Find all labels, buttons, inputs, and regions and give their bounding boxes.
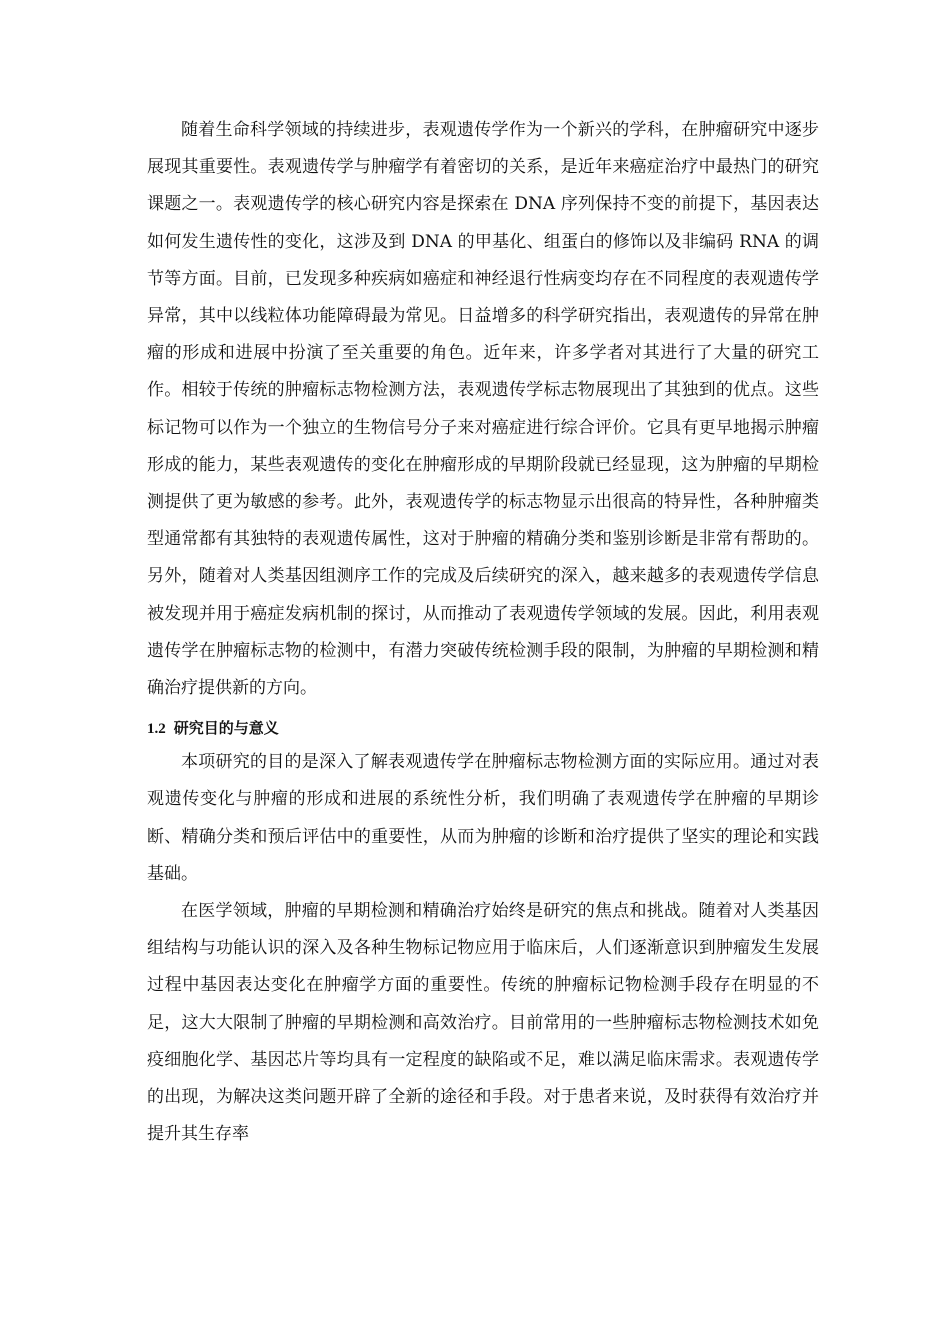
section-heading <box>147 711 819 747</box>
document-body <box>147 112 819 1153</box>
intro-paragraph: 随着生命科学领域的持续进步，表观遗传学作为一个新兴的学科，在肿瘤研究中逐步展现其重要性。表观遗传学与肿瘤学有着密切的关系，是近年来癌症治疗中最热门的研究课题之一。表观遗传学的核心研究内容是探索在 DNA 序列保持不变的前提下，基因表达如何发生遗传性的变化，这涉及到 DNA 的甲基化、组蛋白的修饰以及非编码 RNA 的调节等方面。目前，已发现多种疾病如癌症和神经退行性病变均存在不同程度的表观遗传学异常，其中以线粒体功能障碍最为常见。日益增多的科学研究指出，表观遗传的异常在肿瘤的形成和进展中扮演了至关重要的角色。近年来，许多学者对其进行了大量的研究工作。相较于传统的肿瘤标志物检测方法，表观遗传学标志物展现出了其独到的优点。这些标记物可以作为一个独立的生物信号分子来对癌症进行综合评价。它具有更早地揭示肿瘤形成的能力，某些表观遗传的变化在肿瘤形成的早期阶段就已经显现，这为肿瘤的早期检测提供了更为敏感的参考。此外，表观遗传学的标志物显示出很高的特异性，各种肿瘤类型通常都有其独特的表观遗传属性，这对于肿瘤的精确分类和鉴别诊断是非常有帮助的。另外，随着对人类基因组测序工作的完成及后续研究的深入，越来越多的表观遗传学信息被发现并用于癌症发病机制的探讨，从而推动了表观遗传学领域的发展。因此，利用表观遗传学在肿瘤标志物的检测中，有潜力突破传统检测手段的限制，为肿瘤的早期检测和精确治疗提供新的方向。 <box>147 120 819 699</box>
section-number: 1.2 <box>147 721 166 738</box>
section-title: 研究目的与意义 <box>173 721 279 738</box>
section-paragraph-significance: 在医学领域，肿瘤的早期检测和精确治疗始终是研究的焦点和挑战。随着对人类基因组结构与功能认识的深入及各种生物标记物应用于临床后，人们逐渐意识到肿瘤发生发展过程中基因表达变化在肿瘤学方面的重要性。传统的肿瘤标记物检测手段存在明显的不足，这大大限制了肿瘤的早期检测和高效治疗。目前常用的一些肿瘤标志物检测技术如免疫细胞化学、基因芯片等均具有一定程度的缺陷或不足，难以满足临床需求。表观遗传学的出现，为解决这类问题开辟了全新的途径和手段。对于患者来说，及时获得有效治疗并提升其生存率 <box>147 901 819 1145</box>
section-paragraph-purpose: 本项研究的目的是深入了解表观遗传学在肿瘤标志物检测方面的实际应用。通过对表观遗传变化与肿瘤的形成和进展的系统性分析，我们明确了表观遗传学在肿瘤的早期诊断、精确分类和预后评估中的重要性，从而为肿瘤的诊断和治疗提供了坚实的理论和实践基础。 <box>147 752 819 884</box>
